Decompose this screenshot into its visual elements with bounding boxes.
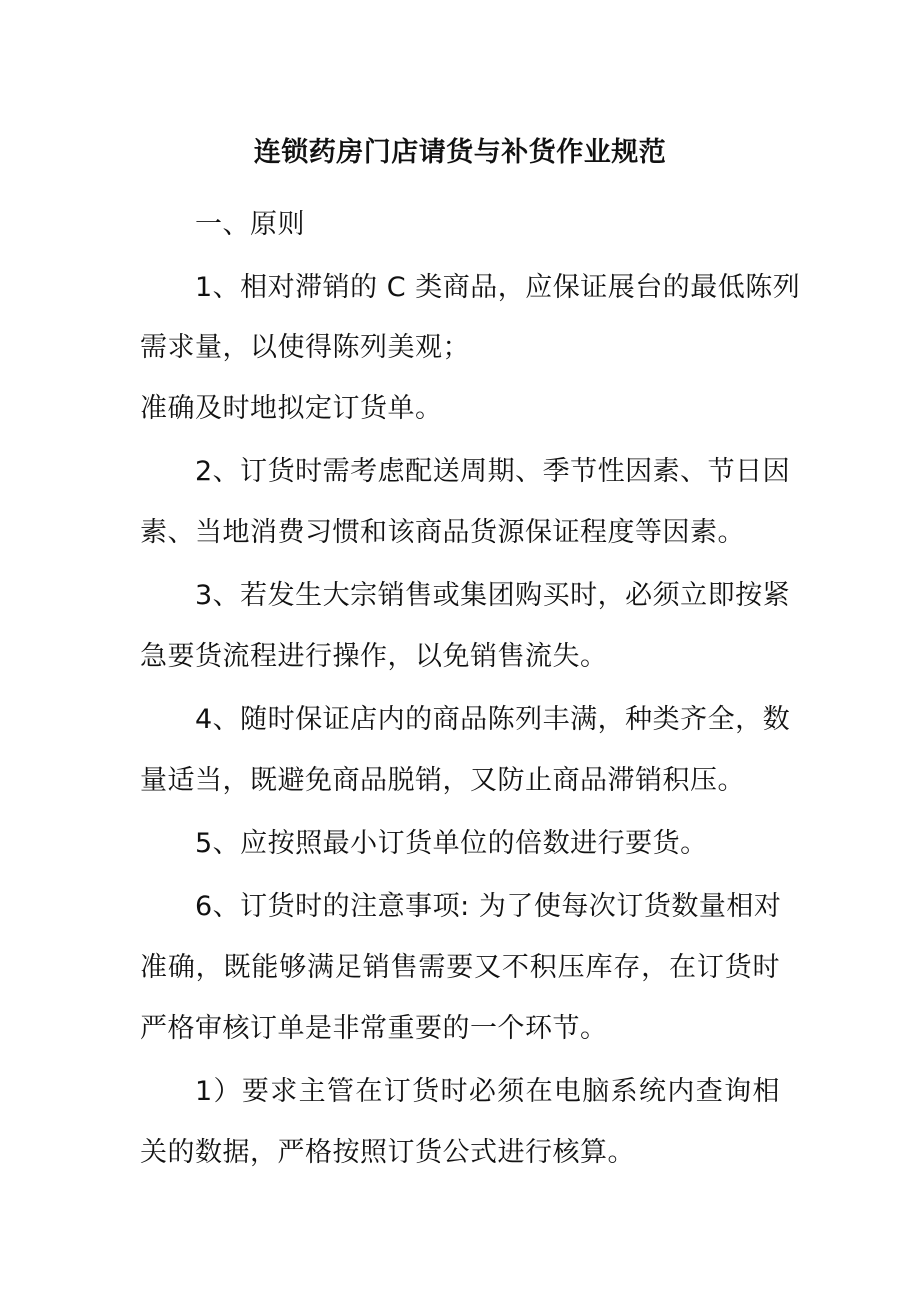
paragraph-line: 4、随时保证店内的商品陈列丰满，种类齐全，数	[195, 704, 791, 735]
paragraph-line: 需求量，以使得陈列美观；	[140, 332, 470, 363]
paragraph-line: 准确，既能够满足销售需要又不积压库存，在订货时	[140, 952, 780, 983]
paragraph-line: 6、订货时的注意事项: 为了使每次订货数量相对	[195, 891, 782, 922]
paragraph-line: 素、当地消费习惯和该商品货源保证程度等因素。	[140, 517, 745, 548]
paragraph-line: 3、若发生大宗销售或集团购买时，必须立即按紧	[195, 580, 791, 611]
paragraph-line: 量适当，既避免商品脱销，又防止商品滞销积压。	[140, 765, 745, 796]
document-title: 连锁药房门店请货与补货作业规范	[253, 137, 667, 168]
paragraph-line: 关的数据，严格按照订货公式进行核算。	[140, 1137, 635, 1168]
paragraph-line: 急要货流程进行操作，以免销售流失。	[140, 641, 608, 672]
paragraph-line: 严格审核订单是非常重要的一个环节。	[140, 1013, 608, 1044]
paragraph-line: 1）要求主管在订货时必须在电脑系统内查询相	[195, 1076, 780, 1107]
paragraph-line: 5、应按照最小订货单位的倍数进行要货。	[195, 828, 708, 859]
section-heading-principles: 一、原则	[195, 209, 305, 240]
paragraph-line: 1、相对滞销的 C 类商品，应保证展台的最低陈列	[195, 272, 801, 303]
paragraph-line: 2、订货时需考虑配送周期、季节性因素、节日因	[195, 456, 791, 487]
paragraph-line: 准确及时地拟定订货单。	[140, 393, 443, 424]
